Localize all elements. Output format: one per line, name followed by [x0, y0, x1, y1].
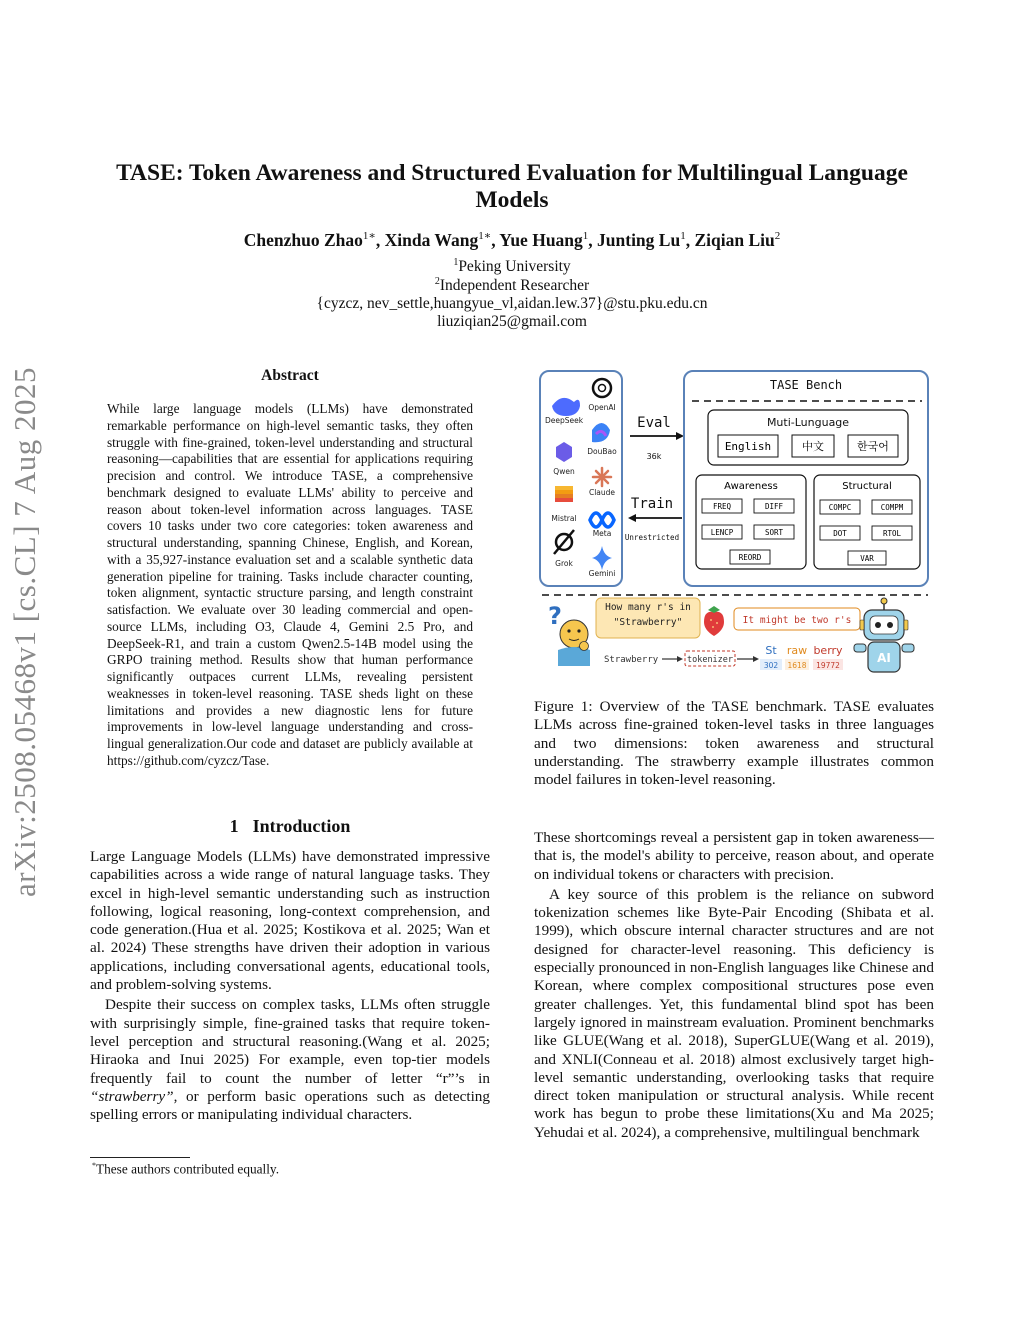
intro-paragraph-1: Large Language Models (LLMs) have demonstrated impressive capabilities across a wide range of natural language tasks. They excel in high-level semantic understanding such as instruction following, logical reasoning, long-context comprehension, and code generation.(Hua et al. 2025; Kostikova et al. 2025; Wan et al. 2024) These strengths have driven their adoption in various applications, including conversational agents, educational tools, and problem-solving systems. [90, 848, 490, 994]
token-berry: berry [813, 644, 843, 657]
token-id-2: 1618 [787, 661, 807, 670]
left-column-body [90, 848, 490, 1124]
task-dot: DOT [833, 529, 847, 538]
paper-title [90, 160, 934, 214]
train-label: Train [630, 496, 674, 512]
right-paragraph-1: These shortcomings reveal a persistent gap in token awareness—that is, the model's ability to perceive, reason about, and operate on individual tokens or characters with precision. [534, 829, 934, 883]
affil-text: Independent Researcher [439, 277, 590, 295]
eval-count: 36k [646, 452, 662, 461]
author-sup: 1 [680, 230, 686, 242]
question-text-wrap [598, 600, 698, 636]
claude-logo-icon [593, 468, 611, 486]
model-label-qwen: Qwen [553, 467, 575, 476]
word-arrowhead [677, 656, 683, 662]
figure-1-caption: Figure 1: Overview of the TASE benchmark. TASE evaluates LLMs across fine-grained token-level tasks in three languages and two dimensions: token awareness and structural understanding. The strawberry example illustrates common model failures in token-level reasoning. [534, 698, 934, 789]
intro-p2-text: Despite their success on complex tasks, LLMs often struggle with surprisingly simple, fine-grained tasks that require token-level perception and structural reasoning.(Wang et al. 2025; Hiraoka and Inui 2025) For example, even top-tier models frequently fail to count the number of letter “r”’s in [90, 996, 490, 1087]
affil-text: Peking University [458, 258, 571, 276]
lang-english: English [724, 440, 772, 453]
thinking-person-icon [548, 602, 590, 666]
task-freq: FREQ [712, 502, 732, 511]
section-title: Introduction [252, 816, 351, 836]
tokenizer-label: tokenizer [686, 655, 734, 665]
strawberry-emphasis: “strawberry” [90, 1087, 174, 1105]
author-sup: 1 [582, 230, 589, 242]
arxiv-identifier: arXiv:2508.05468v1 [cs.CL] 7 Aug 2025 [7, 367, 42, 897]
figure-1-overview [538, 368, 934, 688]
section-heading-introduction [90, 816, 490, 837]
task-lencp: LENCP [710, 528, 734, 537]
author: Yue Huang [499, 229, 583, 250]
model-label-deepseek: DeepSeek [544, 416, 584, 425]
footnote-text: These authors contributed equally. [96, 1161, 280, 1177]
robot-icon [854, 598, 914, 672]
answer-text: It might be two r's [742, 615, 852, 626]
abstract-heading: Abstract [261, 367, 319, 384]
footnote-rule [90, 1157, 190, 1158]
right-paragraph-2: A key source of this problem is the reliance on subword tokenization schemes like Byte-Pair Encoding (Shibata et al. 1999), which obscure internal character structures and are not designed for character-level reasoning. This deficiency is especially pronounced in non-English languages like Chinese and Korean, where complex compositional structures pose even greater challenges. Yet, this fundamental blind spot has been largely ignored in mainstream evaluation. Prominent benchmarks like GLUE(Wang et al. 2018), SuperGLUE(Wang et al. 2019), and XNLI(Conneau et al. 2018) almost exclusively target high-level semantic understanding, overlooking tasks that require direct token manipulation or structural analysis. While recent work has begun to probe these limitations(Xu and Ma 2025; Yehudai et al. 2024), a comprehensive, multilingual benchmark [534, 885, 934, 1141]
email-line-2: liuziqian25@gmail.com [437, 313, 587, 330]
question-text: How many r's in "Strawberry" [605, 602, 691, 628]
task-reord: REORD [738, 553, 762, 562]
model-label-claude: Claude [588, 488, 616, 497]
task-rtol: RTOL [882, 529, 902, 538]
task-diff: DIFF [764, 502, 784, 511]
model-label-meta: Meta [592, 529, 612, 538]
token-id-3: 19772 [816, 661, 840, 670]
author: Xinda Wang [384, 229, 479, 250]
task-compm: COMPM [880, 503, 904, 512]
author: Junting Lu [597, 229, 681, 250]
model-label-openai: OpenAI [588, 403, 616, 412]
task-compc: COMPC [828, 503, 852, 512]
token-st: St [765, 644, 777, 657]
author: Chenzhuo Zhao [243, 229, 363, 250]
footnote [92, 1161, 279, 1177]
author-list: Chenzhuo Zhao$^{1∗}$, Xinda Wang$^{1∗}$, Yue Huang$^1$, Junting Lu$^1$, Ziqian Liu$^2$ [243, 229, 781, 250]
task-var: VAR [860, 554, 874, 563]
author-sup: 2 [774, 230, 781, 242]
intro-p2-text-end: , or perform basic operations such as detecting spelling errors or manipulating individual characters. [90, 1087, 490, 1124]
author-sup: 1∗ [362, 230, 376, 242]
multi-language-title: Muti-Lunguage [766, 416, 850, 429]
strawberry-icon [704, 606, 724, 636]
intro-paragraph-2 [90, 996, 490, 1124]
title-line-1: TASE: Token Awareness and Structured Evaluation for Multilingual Language [116, 160, 908, 186]
model-label-doubao: DouBao [587, 447, 617, 456]
structural-title: Structural [842, 481, 892, 492]
train-sublabel: Unrestricted [624, 533, 680, 542]
eval-arrowhead [676, 432, 684, 440]
email-line-1: {cyzcz, nev_settle,huangyue_vl,aidan.lew.37}@stu.pku.edu.cn [316, 295, 708, 312]
tokens-arrowhead [753, 656, 759, 662]
task-sort: SORT [764, 528, 784, 537]
mistral-logo-icon [555, 486, 573, 502]
right-column-body [534, 829, 934, 1142]
footnote-mark: * [92, 1161, 96, 1170]
author: Ziqian Liu [694, 229, 775, 250]
robot-label: AI [877, 651, 891, 665]
question-mark: ? [548, 602, 562, 630]
abstract-body: While large language models (LLMs) have demonstrated remarkable performance on high-level semantic tasks, they often struggle with fine-grained, token-level understanding and structural reasoning—capabilities that are essential for applications requiring precision and control. We introduce TASE, a comprehensive benchmark designed to evaluate LLMs' ability to perceive and reason about token-level information across languages. TASE covers 10 tasks under two core categories: token awareness and structural understanding, spanning Chinese, English, and Korean, with a 35,927-instance evaluation set and a scalable synthetic data generation pipeline for training. Tasks include character counting, token alignment, syntactic structure parsing, and length constraint satisfaction. We evaluate over 30 leading commercial and open-source LLMs, including O3, Claude 4, Gemini 2.5 Pro, and DeepSeek-R1, and train a custom Qwen2.5-14B model using the GRPO training method. Results show that human performance significantly outpaces current LLMs, revealing persistent weaknesses in token-level reasoning. TASE sheds light on these limitations and provides a new diagnostic lens for future improvements in low-level language understanding and cross-lingual generalization.Our code and dataset are publicly available at https://github.com/cyzcz/Tase. [107, 401, 473, 768]
lang-chinese: 中文 [802, 440, 824, 453]
train-arrowhead [628, 514, 636, 522]
token-raw: raw [786, 644, 808, 657]
affiliation-2 [90, 276, 934, 295]
tase-bench-title: TASE Bench [769, 378, 843, 392]
awareness-title: Awareness [724, 481, 778, 492]
model-label-grok: Grok [555, 559, 573, 568]
eval-label: Eval [637, 415, 671, 431]
lang-korean: 한국어 [857, 440, 889, 453]
token-id-1: 302 [763, 661, 779, 670]
word-strawberry: Strawberry [604, 655, 659, 665]
affil-sup: 1 [453, 257, 459, 268]
model-label-gemini: Gemini [588, 569, 616, 578]
section-number: 1 [229, 816, 239, 836]
model-label-mistral: Mistral [551, 514, 577, 523]
author-sup: 1∗ [478, 230, 492, 242]
title-line-2: Models [475, 187, 549, 213]
affil-sup: 2 [434, 276, 440, 287]
affiliation-1 [90, 257, 934, 276]
